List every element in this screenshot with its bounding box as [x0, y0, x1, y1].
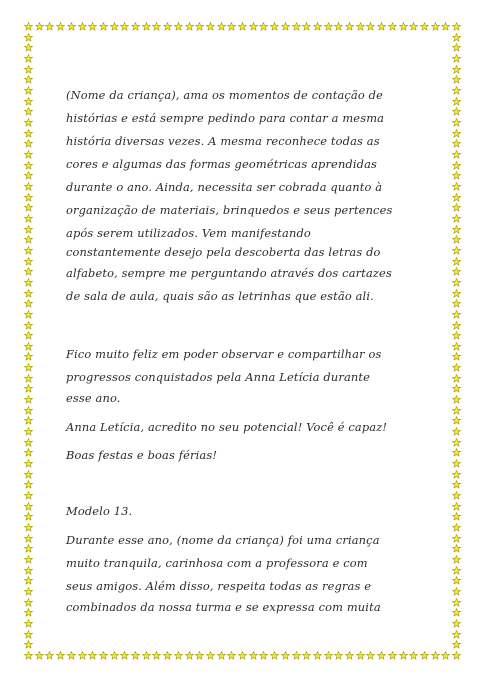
star-icon: [334, 22, 343, 31]
star-icon: [24, 576, 33, 585]
star-icon: [281, 651, 290, 660]
star-icon: [452, 161, 461, 170]
star-icon: [345, 651, 354, 660]
star-icon: [24, 54, 33, 63]
star-icon: [281, 22, 290, 31]
star-icon: [452, 246, 461, 255]
star-icon: [24, 278, 33, 287]
star-icon: [452, 534, 461, 543]
star-icon: [24, 491, 33, 500]
star-icon: [24, 416, 33, 425]
text-line: história diversas vezes. A mesma reconhece todas as: [66, 134, 380, 148]
star-icon: [131, 651, 140, 660]
star-icon: [24, 566, 33, 575]
star-icon: [452, 459, 461, 468]
star-icon: [99, 22, 108, 31]
star-icon: [227, 22, 236, 31]
star-icon: [441, 22, 450, 31]
text-line: Fico muito feliz em poder observar e compartilhar os: [66, 347, 382, 361]
star-icon: [452, 502, 461, 511]
star-icon: [324, 22, 333, 31]
star-icon: [452, 22, 461, 31]
star-icon: [99, 651, 108, 660]
star-icon: [217, 651, 226, 660]
star-icon: [206, 22, 215, 31]
star-icon: [452, 395, 461, 404]
text-line: após serem utilizados. Vem manifestando: [66, 226, 311, 240]
star-icon: [452, 43, 461, 52]
star-icon: [452, 225, 461, 234]
star-icon: [388, 22, 397, 31]
text-line: muito tranquila, carinhosa com a professora e com: [66, 556, 368, 570]
star-icon: [452, 544, 461, 553]
star-icon: [24, 608, 33, 617]
star-icon: [409, 22, 418, 31]
star-icon: [356, 651, 365, 660]
star-icon: [452, 150, 461, 159]
star-icon: [302, 22, 311, 31]
star-icon: [24, 22, 33, 31]
star-icon: [24, 374, 33, 383]
star-icon: [270, 651, 279, 660]
star-icon: [409, 651, 418, 660]
star-icon: [441, 651, 450, 660]
star-icon: [24, 534, 33, 543]
star-icon: [24, 161, 33, 170]
star-icon: [452, 608, 461, 617]
text-line: organização de materiais, brinquedos e seus pertences: [66, 203, 393, 217]
star-icon: [452, 214, 461, 223]
star-icon: [24, 406, 33, 415]
star-icon: [120, 651, 129, 660]
text-line: histórias e está sempre pedindo para contar a mesma: [66, 111, 385, 125]
star-icon: [24, 225, 33, 234]
star-icon: [452, 139, 461, 148]
star-icon: [24, 235, 33, 244]
star-icon: [452, 640, 461, 649]
star-icon: [24, 363, 33, 372]
star-icon: [24, 118, 33, 127]
star-icon: [206, 651, 215, 660]
star-icon: [110, 22, 119, 31]
star-icon: [452, 470, 461, 479]
star-icon: [366, 651, 375, 660]
star-icon: [292, 22, 301, 31]
star-icon: [110, 651, 119, 660]
text-line: combinados da nossa turma e se expressa com muita: [66, 600, 381, 614]
star-icon: [420, 22, 429, 31]
star-icon: [356, 22, 365, 31]
star-icon: [452, 374, 461, 383]
star-icon: [67, 22, 76, 31]
star-icon: [195, 22, 204, 31]
star-icon: [131, 22, 140, 31]
star-icon: [452, 630, 461, 639]
star-icon: [24, 193, 33, 202]
star-icon: [452, 523, 461, 532]
star-icon: [377, 651, 386, 660]
star-icon: [142, 22, 151, 31]
star-icon: [24, 246, 33, 255]
star-icon: [174, 22, 183, 31]
star-icon: [452, 33, 461, 42]
star-icon: [452, 587, 461, 596]
star-icon: [452, 129, 461, 138]
star-icon: [185, 651, 194, 660]
star-icon: [56, 651, 65, 660]
star-icon: [452, 352, 461, 361]
star-icon: [163, 651, 172, 660]
star-icon: [24, 107, 33, 116]
star-icon: [24, 598, 33, 607]
star-icon: [313, 22, 322, 31]
star-icon: [24, 352, 33, 361]
star-icon: [217, 22, 226, 31]
star-icon: [452, 299, 461, 308]
star-icon: [452, 512, 461, 521]
star-icon: [270, 22, 279, 31]
star-icon: [399, 22, 408, 31]
model-heading: Modelo 13.: [66, 504, 133, 518]
star-icon: [24, 171, 33, 180]
star-icon: [45, 651, 54, 660]
star-icon: [452, 182, 461, 191]
star-icon: [35, 22, 44, 31]
star-icon: [334, 651, 343, 660]
star-icon: [24, 331, 33, 340]
star-icon: [452, 448, 461, 457]
star-icon: [431, 22, 440, 31]
star-icon: [452, 171, 461, 180]
star-icon: [45, 22, 54, 31]
star-icon: [249, 22, 258, 31]
star-icon: [227, 651, 236, 660]
star-icon: [24, 555, 33, 564]
star-icon: [452, 363, 461, 372]
star-icon: [88, 651, 97, 660]
star-icon: [238, 651, 247, 660]
star-icon: [452, 384, 461, 393]
star-icon: [452, 619, 461, 628]
star-icon: [313, 651, 322, 660]
star-icon: [249, 651, 258, 660]
star-icon: [152, 651, 161, 660]
star-icon: [452, 118, 461, 127]
text-line: durante o ano. Ainda, necessita ser cobrada quanto à: [66, 180, 383, 194]
star-icon: [238, 22, 247, 31]
star-icon: [452, 278, 461, 287]
star-icon: [345, 22, 354, 31]
star-icon: [142, 651, 151, 660]
star-icon: [452, 257, 461, 266]
star-icon: [120, 22, 129, 31]
star-icon: [24, 97, 33, 106]
star-icon: [67, 651, 76, 660]
star-icon: [452, 566, 461, 575]
star-icon: [452, 342, 461, 351]
star-icon: [78, 651, 87, 660]
star-icon: [24, 395, 33, 404]
star-icon: [152, 22, 161, 31]
star-icon: [24, 43, 33, 52]
star-icon: [195, 651, 204, 660]
star-icon: [259, 651, 268, 660]
star-icon: [24, 523, 33, 532]
star-icon: [185, 22, 194, 31]
star-icon: [24, 480, 33, 489]
star-icon: [24, 150, 33, 159]
star-icon: [24, 544, 33, 553]
star-icon: [24, 427, 33, 436]
star-icon: [24, 310, 33, 319]
star-icon: [452, 406, 461, 415]
text-line: constantemente desejo pela descoberta das letras do: [66, 245, 381, 259]
text-line: (Nome da criança), ama os momentos de contação de: [66, 88, 383, 102]
star-icon: [452, 193, 461, 202]
star-icon: [24, 438, 33, 447]
star-icon: [24, 630, 33, 639]
star-icon: [259, 22, 268, 31]
star-icon: [388, 651, 397, 660]
star-icon: [452, 555, 461, 564]
star-icon: [452, 331, 461, 340]
star-icon: [56, 22, 65, 31]
star-icon: [452, 598, 461, 607]
star-icon: [420, 651, 429, 660]
star-icon: [302, 651, 311, 660]
star-icon: [366, 22, 375, 31]
star-icon: [24, 321, 33, 330]
text-line: alfabeto, sempre me perguntando através dos cartazes: [66, 266, 392, 280]
text-line: progressos conquistados pela Anna Letícia durante: [66, 370, 370, 384]
star-icon: [452, 321, 461, 330]
star-icon: [452, 75, 461, 84]
star-icon: [24, 502, 33, 511]
star-icon: [452, 203, 461, 212]
star-icon: [35, 651, 44, 660]
star-icon: [452, 289, 461, 298]
star-icon: [399, 651, 408, 660]
star-icon: [24, 33, 33, 42]
star-icon: [24, 512, 33, 521]
text-line: esse ano.: [66, 391, 121, 405]
star-icon: [24, 470, 33, 479]
star-icon: [88, 22, 97, 31]
star-icon: [24, 651, 33, 660]
star-icon: [78, 22, 87, 31]
star-icon: [452, 86, 461, 95]
text-line: Durante esse ano, (nome da criança) foi uma criança: [66, 533, 380, 547]
star-icon: [452, 416, 461, 425]
star-icon: [452, 480, 461, 489]
star-icon: [324, 651, 333, 660]
star-icon: [452, 438, 461, 447]
star-icon: [292, 651, 301, 660]
star-icon: [24, 65, 33, 74]
star-icon: [452, 107, 461, 116]
encouragement-line: Anna Letícia, acredito no seu potencial! Você é capaz!: [66, 420, 388, 434]
star-icon: [24, 129, 33, 138]
text-line: cores e algumas das formas geométricas aprendidas: [66, 157, 378, 171]
star-icon: [24, 640, 33, 649]
star-icon: [452, 491, 461, 500]
star-icon: [24, 619, 33, 628]
star-icon: [452, 235, 461, 244]
text-line: seus amigos. Além disso, respeita todas as regras e: [66, 579, 372, 593]
star-icon: [24, 289, 33, 298]
star-icon: [24, 75, 33, 84]
star-icon: [24, 342, 33, 351]
star-icon: [452, 651, 461, 660]
star-icon: [24, 182, 33, 191]
star-icon: [452, 310, 461, 319]
star-icon: [174, 651, 183, 660]
star-icon: [452, 65, 461, 74]
star-icon: [452, 427, 461, 436]
star-icon: [24, 267, 33, 276]
star-icon: [24, 587, 33, 596]
star-icon: [24, 257, 33, 266]
star-icon: [431, 651, 440, 660]
star-icon: [24, 214, 33, 223]
text-line: de sala de aula, quais são as letrinhas que estão ali.: [66, 289, 374, 303]
star-icon: [452, 97, 461, 106]
star-icon: [452, 54, 461, 63]
star-icon: [24, 203, 33, 212]
star-icon: [163, 22, 172, 31]
star-icon: [24, 384, 33, 393]
star-icon: [24, 139, 33, 148]
wishes-line: Boas festas e boas férias!: [66, 448, 218, 462]
star-icon: [24, 299, 33, 308]
star-icon: [377, 22, 386, 31]
star-icon: [452, 267, 461, 276]
star-icon: [24, 459, 33, 468]
star-icon: [24, 86, 33, 95]
star-icon: [24, 448, 33, 457]
star-icon: [452, 576, 461, 585]
